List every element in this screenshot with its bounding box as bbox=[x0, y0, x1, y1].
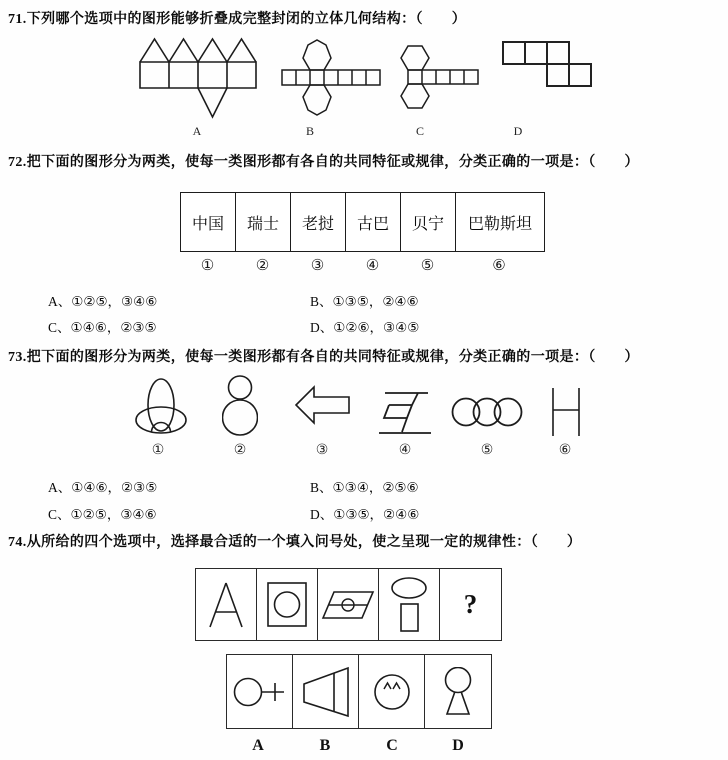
q72-option-c bbox=[48, 316, 157, 336]
q72-index-3: ③ bbox=[310, 256, 325, 274]
option-groups: ①④⑥，②③⑤ bbox=[70, 320, 157, 335]
balloon-figure bbox=[440, 667, 476, 717]
q72-table-cell-4: 古巴 bbox=[346, 193, 401, 251]
q74-seq-cell-2 bbox=[257, 569, 318, 640]
q74-option-label-b: B bbox=[319, 737, 331, 754]
trapezoid-figure bbox=[302, 666, 350, 718]
q72-option-d bbox=[310, 316, 419, 336]
q73-index-5: ⑤ bbox=[480, 442, 494, 458]
q74-option-label-a: A bbox=[252, 737, 264, 754]
option-groups: ①③⑤，②④⑥ bbox=[333, 507, 420, 522]
q73-index-2: ② bbox=[233, 442, 247, 458]
q72-table-cell-6: 巴勒斯坦 bbox=[467, 215, 532, 233]
q71-figure-a-net-squares-triangles bbox=[138, 36, 260, 120]
circle-plus-figure bbox=[233, 672, 287, 712]
option-groups: ①④⑥，②③⑤ bbox=[71, 480, 158, 495]
question-mark: ? bbox=[463, 589, 478, 619]
q71-figure-label-b: B bbox=[305, 124, 315, 138]
q74-seq-cell-1 bbox=[196, 569, 257, 640]
q72-index-1: ① bbox=[200, 256, 215, 274]
q73-option-a bbox=[48, 476, 157, 496]
q72-option-a bbox=[48, 290, 157, 310]
q73-index-4: ④ bbox=[398, 442, 412, 458]
option-label: D、 bbox=[310, 320, 334, 335]
q73-figure-6-h-shape-icon bbox=[551, 388, 581, 436]
q72-index-4: ④ bbox=[365, 256, 380, 274]
q72-table-cell-5: 贝宁 bbox=[401, 193, 456, 251]
q71-figure-d-z-squares bbox=[501, 40, 593, 88]
q74-option-label-d: D bbox=[452, 737, 464, 754]
q71-question-text: 71.下列哪个选项中的图形能够折叠成完整封闭的立体几何结构：（ ） bbox=[8, 12, 467, 27]
q72-index-5: ⑤ bbox=[420, 256, 435, 274]
option-groups: ①③④，②⑤⑥ bbox=[332, 480, 419, 495]
q72-country-table bbox=[180, 192, 545, 252]
q74-seq-cell-question bbox=[440, 569, 501, 640]
option-label: B、 bbox=[310, 480, 333, 495]
q73-option-b bbox=[310, 476, 419, 496]
q71-figure-b-squares-heptagons bbox=[280, 38, 382, 118]
q72-table-cell-2: 瑞士 bbox=[236, 193, 291, 251]
q72-table-cell-1: 中国 bbox=[181, 193, 236, 251]
letter-a-figure bbox=[204, 579, 248, 631]
option-groups: ①②⑥，③④⑤ bbox=[333, 320, 420, 335]
q73-index-1: ① bbox=[151, 442, 165, 458]
option-label: C、 bbox=[48, 320, 71, 335]
q71-figure-label-d: D bbox=[513, 124, 523, 138]
q73-option-c bbox=[48, 503, 157, 523]
q74-sequence-row bbox=[195, 568, 502, 641]
q73-figure-5-three-rings-icon bbox=[451, 396, 523, 428]
q74-option-label-c: C bbox=[386, 737, 398, 754]
ellipse-over-rectangle-figure bbox=[389, 577, 429, 633]
option-label: C、 bbox=[48, 507, 71, 522]
option-groups: ①③⑤，②④⑥ bbox=[332, 294, 419, 309]
option-label: A、 bbox=[48, 294, 72, 309]
q72-table-cell-3: 老挝 bbox=[291, 193, 346, 251]
q72-index-6: ⑥ bbox=[492, 256, 506, 274]
q72-option-b bbox=[310, 290, 419, 310]
q74-question-text: 74.从所给的四个选项中，选择最合适的一个填入问号处，使之呈现一定的规律性：（ ） bbox=[8, 535, 582, 550]
smiley-circle-figure bbox=[373, 673, 411, 711]
q73-figure-3-left-arrow-icon bbox=[295, 385, 351, 425]
option-groups: ①②⑤，③④⑥ bbox=[70, 507, 157, 522]
q74-option-cell-b bbox=[293, 655, 359, 728]
q74-option-cell-a bbox=[227, 655, 293, 728]
q74-option-cell-c bbox=[359, 655, 425, 728]
q74-seq-cell-4 bbox=[379, 569, 440, 640]
q74-seq-cell-3 bbox=[318, 569, 379, 640]
option-groups: ①②⑤，③④⑥ bbox=[71, 294, 158, 309]
q73-index-6: ⑥ bbox=[558, 442, 572, 458]
q71-figure-label-a: A bbox=[192, 124, 202, 138]
q73-figure-4-hu-glyph-icon bbox=[379, 391, 431, 435]
q73-question-text: 73.把下面的图形分为两类，使每一类图形都有各自的共同特征或规律，分类正确的一项是：（ ） bbox=[8, 350, 639, 365]
q73-option-d bbox=[310, 503, 419, 523]
q71-figure-c-squares-hexagons bbox=[398, 42, 488, 112]
q74-options-row bbox=[226, 654, 492, 729]
q72-index-2: ② bbox=[255, 256, 270, 274]
q73-figure-2-stacked-circles-icon bbox=[222, 374, 258, 438]
circle-in-square-figure bbox=[265, 580, 309, 630]
q71-figure-label-c: C bbox=[415, 124, 425, 138]
option-label: D、 bbox=[310, 507, 334, 522]
option-label: A、 bbox=[48, 480, 72, 495]
q72-question-text: 72.把下面的图形分为两类，使每一类图形都有各自的共同特征或规律，分类正确的一项是：（ ） bbox=[8, 155, 639, 170]
circle-in-parallelogram-figure bbox=[321, 589, 375, 621]
q73-figure-1-overlapping-ellipses-icon bbox=[133, 376, 189, 446]
option-label: B、 bbox=[310, 294, 333, 309]
q73-index-3: ③ bbox=[315, 442, 329, 458]
q72-index-row bbox=[180, 256, 543, 274]
q74-option-cell-d bbox=[425, 655, 491, 728]
